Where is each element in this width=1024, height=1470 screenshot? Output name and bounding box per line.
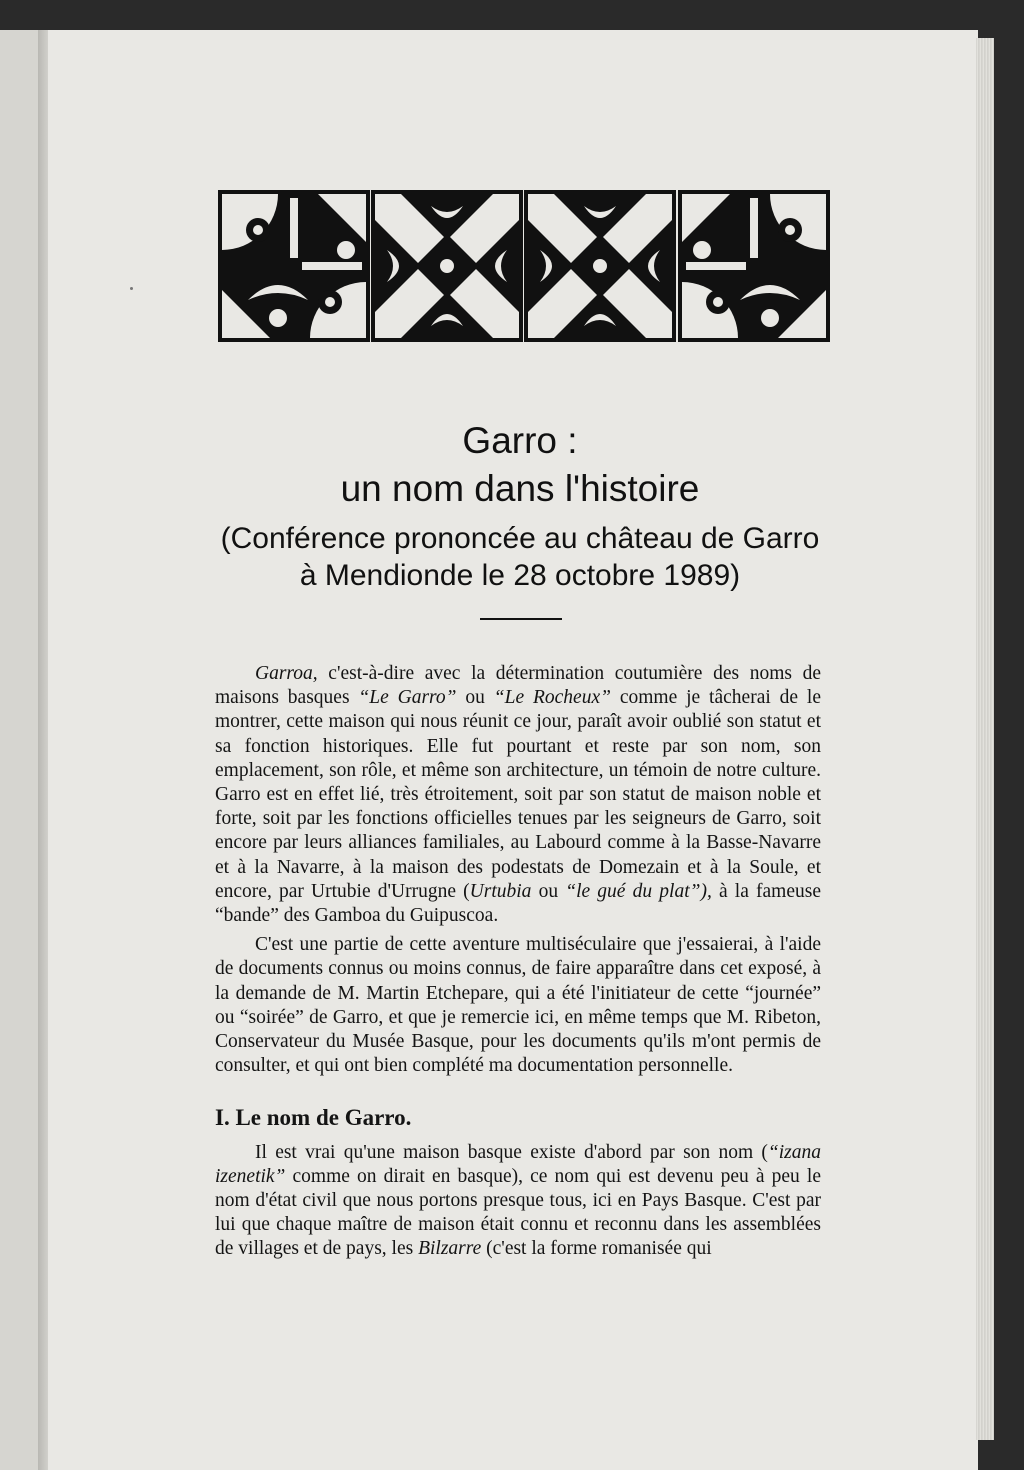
italic-text: Garroa,: [255, 663, 318, 684]
text-run: Il est vrai qu'une maison basque existe d'abord par son nom (: [255, 1141, 768, 1163]
text-run: comme je tâcherai de le montrer, cette maison qui nous réunit ce jour, paraît avoir oublié son statut et sa fonction historiques. Elle fut pourtant et reste par son nom, son emplacement, son rôle, et même son architecture, un témoin de notre culture. Garro est en effet lié, très étroitement, soit par son statut de maison noble et forte, soit par les fonctions officielles tenues par les seigneurs de Garro, soit encore par leurs alliances familiales, au Labourd comme à la Basse-Navarre et à la Navarre, à la maison des podestats de Domezain et à la Soule, et encore, par Urtubie d'Urrugne (: [215, 687, 821, 902]
article-body: [215, 662, 821, 1262]
section-heading: I. Le nom de Garro.: [215, 1105, 412, 1131]
text-run: ou: [456, 687, 494, 709]
italic-text: “Le Rocheux”: [493, 687, 611, 709]
basque-frieze-ornament: [218, 190, 830, 342]
speck: [130, 287, 133, 290]
page-title-line-2: un nom dans l'histoire: [340, 468, 700, 509]
text-run: C'est une partie de cette aventure multiséculaire que j'essaierai, à l'aide de documents connus ou moins connus, de faire apparaître dans cet exposé, à la demande de M. Martin Etchepare, qui a été l'initiateur de cette “journée” ou “soirée” de Garro, et que je remercie ici, en même temps que M. Ribeton, Conservateur du Musée Basque, pour les documents qu'ils m'ont permis de consulter, et qui ont bien complété ma documentation personnelle.: [215, 934, 821, 1077]
paragraph: [215, 933, 821, 1078]
title-rule: [480, 618, 562, 620]
italic-text: “le gué du plat”),: [565, 880, 712, 902]
page-title: Garro :: [462, 420, 578, 461]
paragraph: [215, 662, 821, 928]
italic-text: Urtubia: [469, 880, 532, 902]
subtitle-line-2: à Mendionde le 28 octobre 1989): [299, 559, 741, 592]
italic-text: “izana izenetik”: [215, 1141, 821, 1187]
paragraph: [215, 1141, 821, 1262]
text-run: ou: [531, 880, 566, 902]
page-edges: [976, 38, 994, 1440]
text-run: (c'est la forme romanisée qui: [481, 1238, 712, 1260]
text-run: c'est-à-dire avec la détermination coutumière des noms de maisons basques: [215, 663, 821, 709]
left-page: [0, 30, 38, 1470]
text-run: comme on dirait en basque), ce nom qui est devenu peu à peu le nom d'état civil que nous portons presque tous, ici en Pays Basque. C'est par lui que chaque maître de maison était connu et reconnu dans les assemblées de villages et de pays, les: [215, 1165, 821, 1260]
text-run: à la fameuse “bande” des Gamboa du Guipuscoa.: [215, 880, 821, 927]
italic-text: “Le Garro”: [358, 687, 457, 709]
subtitle: [200, 520, 840, 594]
subtitle-line-1: (Conférence prononcée au château de Garro: [220, 522, 820, 555]
italic-text: Bilzarre: [418, 1238, 482, 1260]
